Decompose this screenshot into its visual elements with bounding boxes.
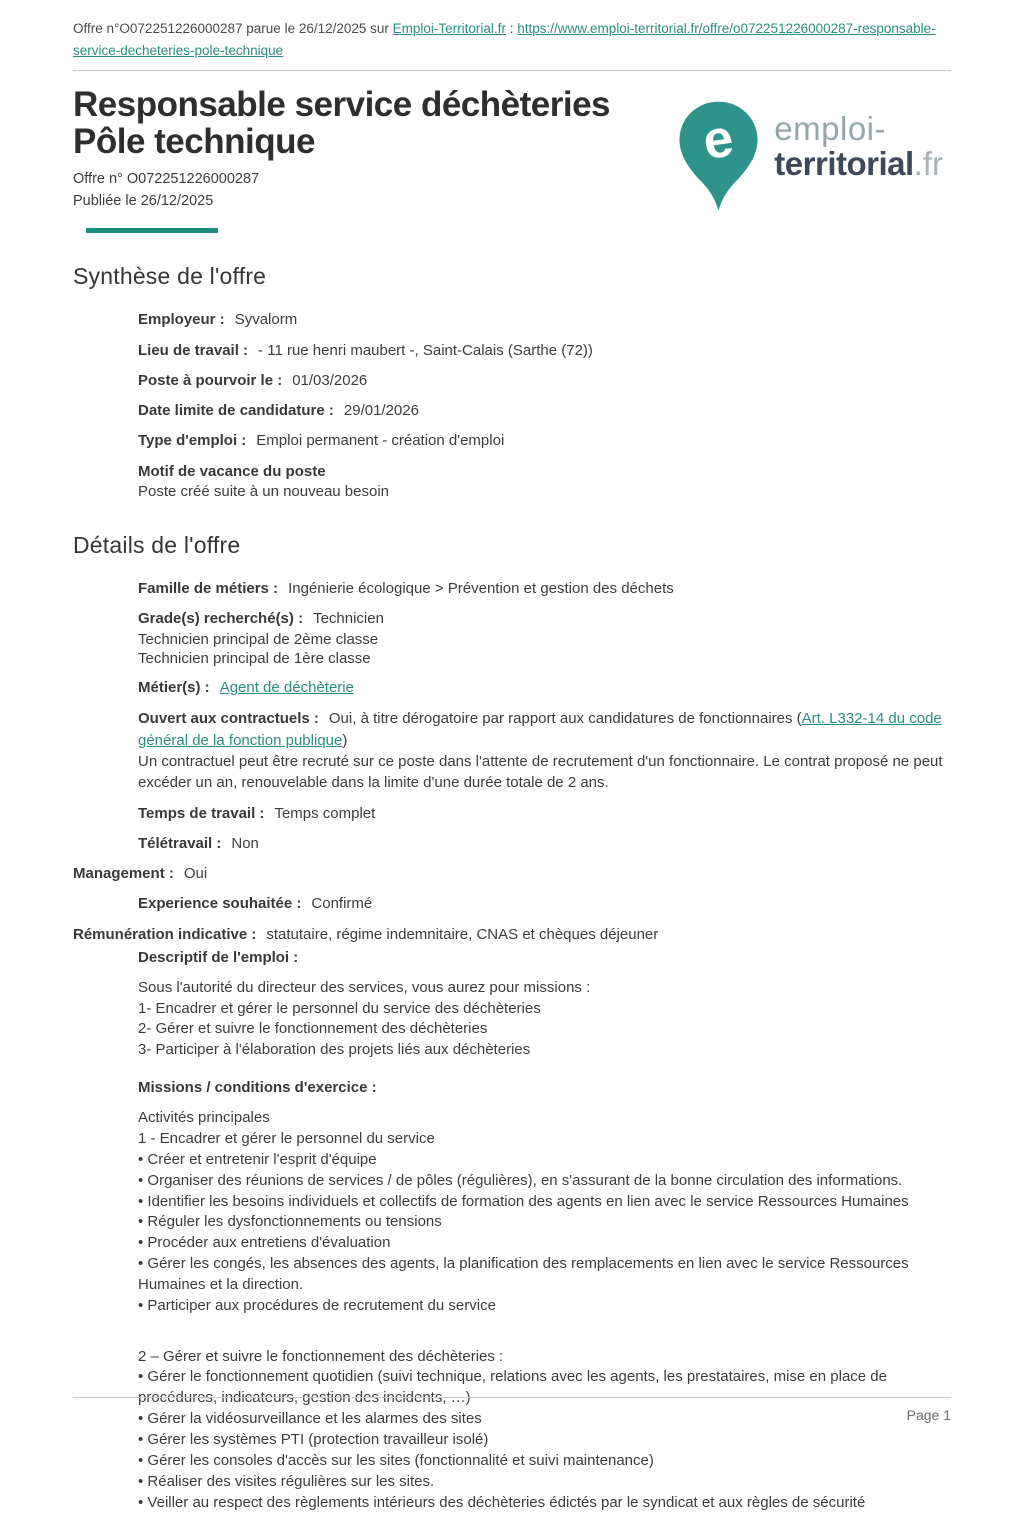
- field-label: Famille de métiers :: [138, 580, 278, 597]
- field-remuneration: [73, 925, 951, 945]
- field-label: Management :: [73, 865, 174, 882]
- field-motif-vacance: [138, 462, 951, 503]
- grade-line: Technicien principal de 1ère classe: [138, 649, 951, 668]
- field-label: Date limite de candidature :: [138, 402, 334, 419]
- synthese-fields: [138, 310, 951, 502]
- field-employeur: [138, 310, 951, 330]
- logo-territorial: territorial: [774, 145, 913, 182]
- field-famille-metiers: [138, 579, 951, 599]
- field-lieu-travail: [138, 341, 951, 361]
- field-value: Syvalorm: [235, 311, 298, 328]
- field-label: Télétravail :: [138, 835, 221, 852]
- offer-reference-note: [73, 18, 951, 61]
- field-grades: [138, 609, 951, 668]
- descriptif-line: 3- Participer à l'élaboration des projets liés aux déchèteries: [138, 1040, 951, 1061]
- map-pin-icon: [677, 99, 760, 213]
- header-divider: [73, 70, 951, 71]
- field-value: Technicien: [313, 610, 384, 627]
- mission-line: • Gérer les systèmes PTI (protection travailleur isolé): [138, 1430, 951, 1451]
- mission-line: • Gérer le fonctionnement quotidien (suivi technique, relations avec les agents, les prestataires, mise en place de procédures, indicateurs, gestion des incidents, …): [138, 1367, 951, 1409]
- mission-line: • Procéder aux entretiens d'évaluation: [138, 1233, 951, 1254]
- offer-number: Offre n° O072251226000287: [73, 169, 633, 191]
- grade-extra-lines: [138, 630, 951, 668]
- field-value: Poste créé suite à un nouveau besoin: [138, 482, 951, 502]
- descriptif-heading: Descriptif de l'emploi :: [138, 949, 951, 966]
- descriptif-block: [138, 949, 951, 1513]
- field-label: Ouvert aux contractuels :: [138, 710, 319, 727]
- mission-line: 1 - Encadrer et gérer le personnel du service: [138, 1129, 951, 1150]
- field-ouvert-contractuels: [138, 708, 951, 793]
- mission-line: 2 – Gérer et suivre le fonctionnement des déchèteries :: [138, 1347, 951, 1368]
- field-label: Temps de travail :: [138, 805, 264, 822]
- field-value: Ingénierie écologique > Prévention et gestion des déchets: [288, 580, 674, 597]
- field-type-emploi: [138, 431, 951, 451]
- page-title: Responsable service déchèteries Pôle technique: [73, 87, 633, 160]
- publish-date: Publiée le 26/12/2025: [73, 191, 633, 213]
- site-link[interactable]: Emploi-Territorial.fr: [393, 21, 506, 36]
- field-label: Métier(s) :: [138, 679, 210, 696]
- logo-line1: emploi-: [774, 112, 943, 145]
- field-value-prefix: Oui, à titre dérogatoire par rapport aux candidatures de fonctionnaires (: [329, 710, 802, 727]
- mission-line: • Réaliser des visites régulières sur les sites.: [138, 1472, 951, 1493]
- mission-line: • Gérer la vidéosurveillance et les alarmes des sites: [138, 1409, 951, 1430]
- mission-line: • Organiser des réunions de services / de pôles (régulières), en s'assurant de la bonne circulation des informations.: [138, 1171, 951, 1192]
- details-fields: [138, 579, 951, 854]
- mission-line: • Réguler les dysfonctionnements ou tensions: [138, 1212, 951, 1233]
- mission-line: • Participer aux procédures de recrutement du service: [138, 1296, 951, 1317]
- field-experience: [138, 894, 951, 914]
- field-value: statutaire, régime indemnitaire, CNAS et chèques déjeuner: [266, 926, 658, 943]
- section-heading-synthese: Synthèse de l'offre: [73, 263, 951, 290]
- field-poste-a-pourvoir: [138, 371, 951, 391]
- field-label: Experience souhaitée :: [138, 895, 301, 912]
- title-block: [73, 87, 633, 233]
- emploi-territorial-logo: [677, 99, 951, 213]
- field-value: Temps complet: [274, 805, 375, 822]
- field-label: Employeur :: [138, 311, 225, 328]
- field-label: Motif de vacance du poste: [138, 462, 951, 482]
- field-value: 01/03/2026: [292, 372, 367, 389]
- accent-bar: [86, 228, 218, 233]
- mission-line: • Créer et entretenir l'esprit d'équipe: [138, 1150, 951, 1171]
- field-label: Poste à pourvoir le :: [138, 372, 282, 389]
- descriptif-line: 1- Encadrer et gérer le personnel du service des déchèteries: [138, 999, 951, 1020]
- mission-line: Activités principales: [138, 1108, 951, 1129]
- field-label: Rémunération indicative :: [73, 926, 256, 943]
- field-value: Non: [231, 835, 259, 852]
- field-metiers: [138, 678, 951, 698]
- offer-meta: [73, 169, 633, 213]
- mission-line: • Gérer les consoles d'accès sur les sites (fonctionnalité et suivi maintenance): [138, 1451, 951, 1472]
- field-management: [73, 864, 951, 884]
- field-temps-travail: [138, 804, 951, 824]
- svg-text:e: e: [700, 109, 737, 172]
- section-heading-details: Détails de l'offre: [73, 532, 951, 559]
- descriptif-line: 2- Gérer et suivre le fonctionnement des déchèteries: [138, 1019, 951, 1040]
- field-date-limite: [138, 401, 951, 421]
- page-footer: [0, 1397, 1024, 1423]
- field-value: Confirmé: [311, 895, 372, 912]
- missions-block2: [138, 1347, 951, 1513]
- descriptif-lines: [138, 978, 951, 1061]
- descriptif-line: Sous l'autorité du directeur des services, vous aurez pour missions :: [138, 978, 951, 999]
- law-article-link[interactable]: Art. L332-14 du code général de la fonction publique: [138, 710, 942, 748]
- note-separator: :: [506, 21, 517, 36]
- field-value: - 11 rue henri maubert -, Saint-Calais (Sarthe (72)): [258, 342, 593, 359]
- missions-block1: [138, 1108, 951, 1316]
- offer-url-link[interactable]: https://www.emploi-territorial.fr/offre/o072251226000287-responsable-service-decheteries-pole-technique: [73, 21, 936, 58]
- grade-line: Technicien principal de 2ème classe: [138, 630, 951, 649]
- mission-line: • Gérer les congés, les absences des agents, la planification des remplacements en lien avec le service Ressources Humaines et la direction.: [138, 1254, 951, 1296]
- metier-link[interactable]: Agent de déchèterie: [220, 679, 354, 696]
- note-prefix: Offre n°O072251226000287 parue le 26/12/2025 sur: [73, 21, 393, 36]
- contractuel-note: Un contractuel peut être recruté sur ce poste dans l'attente de recrutement d'un fonctionnaire. Le contrat proposé ne peut excéder un an, renouvelable dans la limite d'une durée totale de 2 ans.: [138, 751, 951, 794]
- field-value: Oui: [184, 865, 207, 882]
- field-label: Grade(s) recherché(s) :: [138, 610, 303, 627]
- field-value: Emploi permanent - création d'emploi: [256, 432, 504, 449]
- logo-fr-suffix: .fr: [914, 145, 943, 182]
- logo-line2: [774, 147, 943, 180]
- title-header: [73, 87, 951, 233]
- page-number: Page 1: [73, 1407, 951, 1423]
- field-value: 29/01/2026: [344, 402, 419, 419]
- field-teletravail: [138, 834, 951, 854]
- footer-divider: [73, 1397, 951, 1398]
- missions-heading: Missions / conditions d'exercice :: [138, 1079, 951, 1096]
- logo-wordmark: [774, 112, 943, 180]
- field-value-suffix: ): [342, 732, 347, 749]
- mission-line: • Identifier les besoins individuels et collectifs de formation des agents en lien avec le service Ressources Humaines: [138, 1192, 951, 1213]
- mission-line: • Veiller au respect des règlements intérieurs des déchèteries édictés par le syndicat et aux règles de sécurité: [138, 1493, 951, 1513]
- field-label: Type d'emploi :: [138, 432, 246, 449]
- field-label: Lieu de travail :: [138, 342, 248, 359]
